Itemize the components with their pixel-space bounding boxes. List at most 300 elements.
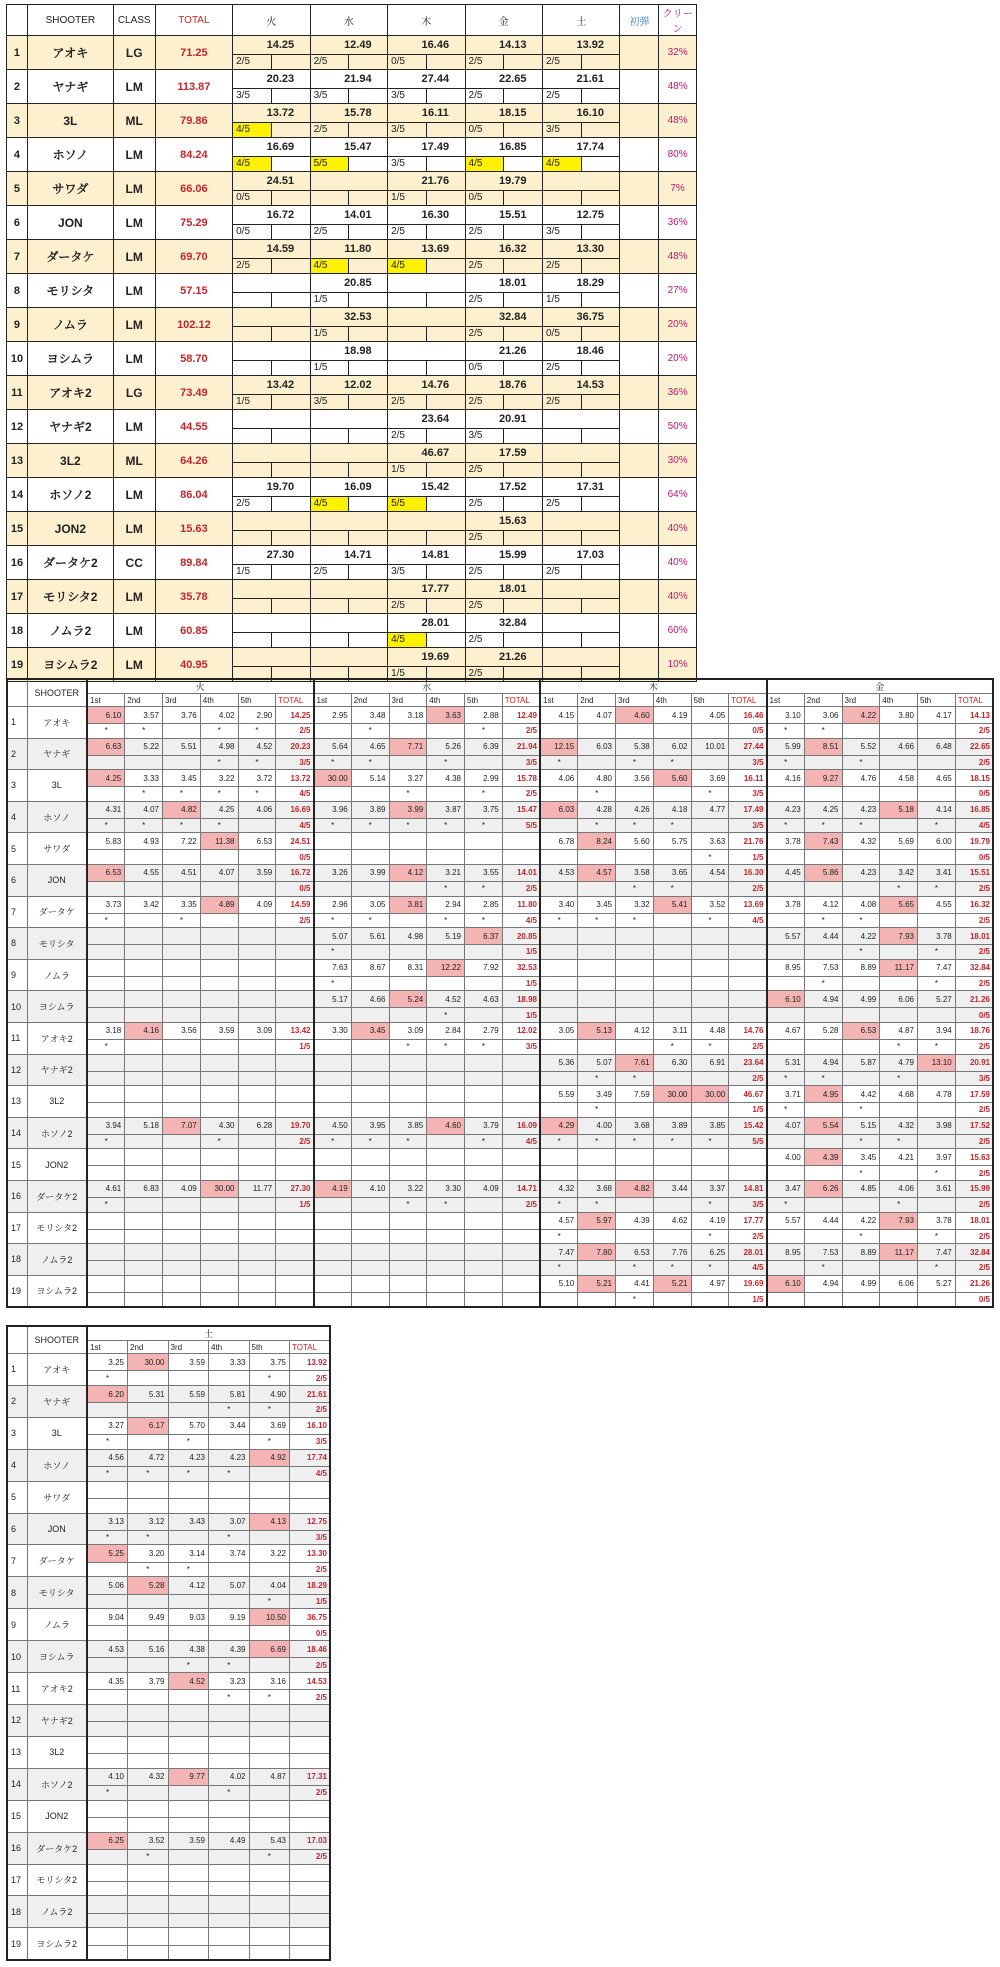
day-clean-row — [388, 54, 464, 69]
day-cell-content — [543, 410, 619, 443]
clean-mark — [804, 787, 842, 802]
day-clean-count: 3/5 — [502, 755, 540, 770]
clean-mark — [87, 755, 125, 770]
clean-mark — [804, 1008, 842, 1023]
shooter-name: ヤナギ — [27, 70, 113, 104]
day-clean-row — [466, 54, 542, 69]
day-clean-row — [466, 156, 542, 171]
stage-time: 3.18 — [87, 1022, 125, 1039]
detail-table-saturday — [6, 1325, 331, 1961]
stage-time: 4.94 — [804, 1275, 842, 1292]
day-cell — [543, 614, 620, 648]
day-time: 16.46 — [421, 39, 450, 51]
clean-mark — [427, 724, 465, 739]
stage-time: 4.95 — [804, 1086, 842, 1103]
stage-time: 5.27 — [918, 1275, 956, 1292]
clean-mark — [163, 976, 201, 991]
detail-header-no — [7, 1326, 27, 1354]
stage-time: 4.32 — [540, 1180, 578, 1197]
clean-mark — [125, 1229, 163, 1244]
stage-time — [168, 1704, 209, 1721]
clean-mark — [168, 1594, 209, 1609]
clean-mark — [389, 913, 427, 928]
day-clean-count: 2/5 — [468, 90, 483, 101]
stage-time: 7.61 — [616, 1054, 654, 1071]
clean-mark — [578, 724, 616, 739]
day-total — [729, 959, 767, 976]
stage-time — [578, 928, 616, 945]
detail-header-no — [7, 679, 27, 707]
stage-time: 6.17 — [128, 1417, 169, 1434]
day-total — [502, 1244, 540, 1261]
day-clean-count: 2/5 — [391, 396, 405, 407]
day-cell-content — [466, 274, 542, 307]
stage-time: 5.75 — [653, 833, 691, 850]
clean-rate: 40% — [659, 512, 697, 546]
stage-time: 4.66 — [880, 738, 918, 755]
total-time: 86.04 — [155, 478, 232, 512]
clean-mark — [427, 787, 465, 802]
stage-time — [249, 1928, 290, 1945]
clean-mark — [351, 1039, 389, 1054]
day-time — [543, 648, 619, 666]
stage-time: 5.17 — [314, 991, 352, 1008]
stage-time: 8.89 — [842, 1244, 880, 1261]
first-shot-cell — [620, 70, 659, 104]
day-clean-spacer — [426, 429, 465, 443]
day-clean-row — [466, 360, 542, 375]
day-cell-content — [388, 478, 464, 511]
stage-time — [616, 991, 654, 1008]
clean-mark: * — [168, 1562, 209, 1577]
day-cell — [465, 342, 542, 376]
day-total: 46.67 — [729, 1086, 767, 1103]
day-clean-spacer — [271, 463, 310, 477]
detail-row — [7, 1577, 330, 1594]
clean-mark — [314, 881, 352, 896]
total-time: 44.55 — [155, 410, 232, 444]
clean-mark — [168, 1626, 209, 1641]
stage-time: 3.37 — [691, 1180, 729, 1197]
stage-time: 6.10 — [87, 707, 125, 724]
day-clean-count: 3/5 — [313, 90, 328, 101]
day-time: 19.69 — [421, 651, 450, 663]
summary-row — [7, 172, 697, 206]
stage-time — [163, 1212, 201, 1229]
clean-mark: * — [200, 787, 238, 802]
day-clean-count: 2/5 — [468, 600, 483, 611]
day-clean-row — [311, 258, 387, 273]
day-clean-row — [466, 292, 542, 307]
day-clean-count — [311, 633, 349, 647]
first-shot-cell — [620, 614, 659, 648]
row-number: 16 — [7, 546, 28, 580]
clean-mark: * — [314, 945, 352, 960]
day-clean-count — [311, 429, 349, 443]
stage-time: 2.99 — [465, 770, 503, 787]
stage-time: 7.59 — [616, 1086, 654, 1103]
clean-mark: * — [389, 1134, 427, 1149]
summary-table — [6, 4, 697, 682]
clean-mark — [128, 1690, 169, 1705]
day-total: 13.69 — [729, 896, 767, 913]
day-clean-row — [233, 258, 309, 273]
clean-mark — [168, 1690, 209, 1705]
clean-mark — [238, 1008, 276, 1023]
day-total: 20.91 — [955, 1054, 993, 1071]
day-clean-count: 0/5 — [468, 124, 483, 135]
day-cell-content — [311, 274, 387, 307]
stage-time: 3.52 — [691, 896, 729, 913]
stage-time: 3.89 — [653, 1117, 691, 1134]
shooter-name: ノムラ2 — [27, 614, 113, 648]
day-time: 16.09 — [344, 481, 372, 493]
stage-time: 4.65 — [918, 770, 956, 787]
clean-mark — [168, 1945, 209, 1960]
day-cell-content — [466, 648, 542, 681]
stage-time: 5.14 — [351, 770, 389, 787]
clean-mark — [209, 1562, 250, 1577]
clean-mark: * — [842, 818, 880, 833]
day-total: 18.98 — [502, 991, 540, 1008]
clean-mark: * — [578, 1197, 616, 1212]
stage-time: 5.86 — [804, 864, 842, 881]
clean-mark — [842, 976, 880, 991]
clean-mark: * — [314, 913, 352, 928]
detail-header-stage: TOTAL — [502, 694, 540, 707]
clean-mark: * — [653, 1261, 691, 1276]
row-number: 2 — [7, 70, 28, 104]
shooter-class: ML — [113, 104, 155, 138]
day-clean-spacer — [426, 599, 465, 613]
clean-mark — [125, 1292, 163, 1307]
day-clean-count — [276, 945, 314, 960]
stage-time: 5.41 — [653, 896, 691, 913]
stage-time: 4.12 — [389, 864, 427, 881]
row-number: 13 — [7, 444, 28, 478]
stage-time: 12.15 — [540, 738, 578, 755]
day-clean-count — [290, 1498, 331, 1513]
clean-mark — [540, 881, 578, 896]
day-clean-row — [543, 598, 619, 613]
stage-time: 5.59 — [540, 1086, 578, 1103]
day-clean-count: 2/5 — [955, 1039, 993, 1054]
day-total: 21.26 — [955, 991, 993, 1008]
detail-shooter-name: ヤナギ2 — [27, 1054, 87, 1086]
detail-shooter-name: ホソノ2 — [27, 1768, 87, 1800]
day-cell-content — [543, 172, 619, 205]
stage-time — [200, 1086, 238, 1103]
day-clean-row — [388, 530, 464, 545]
shooter-name: アオキ — [27, 36, 113, 70]
clean-mark — [168, 1913, 209, 1928]
clean-mark — [767, 1134, 805, 1149]
clean-mark: * — [842, 1103, 880, 1118]
detail-header-stage: 4th — [200, 694, 238, 707]
stage-time: 4.00 — [578, 1117, 616, 1134]
day-cell-content — [233, 104, 309, 137]
detail-shooter-name: アオキ2 — [27, 1022, 87, 1054]
clean-mark — [804, 755, 842, 770]
day-cell-content — [466, 376, 542, 409]
clean-mark — [249, 1817, 290, 1832]
day-time: 32.84 — [499, 617, 527, 629]
clean-mark — [125, 976, 163, 991]
clean-mark — [842, 1261, 880, 1276]
day-total: 14.71 — [502, 1180, 540, 1197]
clean-mark: * — [918, 818, 956, 833]
detail-header-stage: 4th — [427, 694, 465, 707]
day-clean-row — [388, 88, 464, 103]
day-cell-content — [311, 342, 387, 375]
clean-mark — [880, 1166, 918, 1181]
day-clean-count: 3/5 — [729, 818, 767, 833]
stage-time — [163, 1275, 201, 1292]
day-clean-spacer — [348, 599, 387, 613]
detail-shooter-name: ホソノ — [27, 801, 87, 833]
stage-time: 4.99 — [842, 991, 880, 1008]
stage-time: 2.96 — [314, 896, 352, 913]
clean-mark — [804, 1229, 842, 1244]
stage-time: 4.09 — [238, 896, 276, 913]
stage-time: 4.92 — [249, 1449, 290, 1466]
stage-time: 5.31 — [767, 1054, 805, 1071]
day-clean-row — [311, 394, 387, 409]
day-clean-count: 1/5 — [502, 976, 540, 991]
day-time: 14.59 — [266, 243, 295, 255]
stage-time — [87, 1736, 128, 1753]
detail-row — [7, 833, 993, 850]
detail-table-weekdays — [6, 678, 994, 1308]
detail-row-marks — [7, 945, 993, 960]
day-clean-count: 4/5 — [388, 633, 426, 647]
day-clean-spacer — [348, 123, 387, 137]
stage-time — [125, 991, 163, 1008]
stage-time — [427, 833, 465, 850]
stage-time — [427, 1212, 465, 1229]
stage-time: 5.18 — [125, 1117, 163, 1134]
detail-row-number: 16 — [7, 1832, 27, 1864]
clean-mark: * — [389, 1197, 427, 1212]
clean-mark — [238, 976, 276, 991]
day-time: 21.26 — [499, 651, 527, 663]
stage-time — [427, 1054, 465, 1071]
clean-mark — [128, 1945, 169, 1960]
stage-time — [351, 833, 389, 850]
day-cell-content — [311, 444, 387, 477]
detail-row — [7, 1385, 330, 1402]
stage-time — [351, 1086, 389, 1103]
stage-time: 4.42 — [842, 1086, 880, 1103]
clean-mark — [87, 850, 125, 865]
day-cell — [310, 444, 387, 478]
clean-mark — [200, 1197, 238, 1212]
clean-mark — [880, 1292, 918, 1307]
day-clean-count — [543, 429, 581, 443]
day-cell — [233, 104, 310, 138]
day-cell-content — [388, 172, 464, 205]
day-clean-count: 1/5 — [313, 328, 328, 339]
stage-time — [578, 991, 616, 1008]
stage-time — [691, 991, 729, 1008]
day-clean-count: 3/5 — [276, 755, 314, 770]
stage-time: 11.17 — [880, 959, 918, 976]
stage-time: 4.10 — [351, 1180, 389, 1197]
day-cell — [465, 546, 542, 580]
day-time: 24.51 — [266, 175, 295, 187]
clean-mark: * — [767, 1197, 805, 1212]
stage-time — [168, 1736, 209, 1753]
day-clean-count: 1/5 — [276, 1197, 314, 1212]
day-total: 24.51 — [276, 833, 314, 850]
stage-time: 4.48 — [691, 1022, 729, 1039]
detail-row — [7, 959, 993, 976]
stage-time: 5.83 — [87, 833, 125, 850]
day-cell-content — [466, 308, 542, 341]
day-clean-count: 2/5 — [290, 1849, 331, 1864]
day-clean-count — [729, 1166, 767, 1181]
day-clean-count: 0/5 — [290, 1626, 331, 1641]
day-total: 36.75 — [290, 1609, 331, 1626]
stage-time — [540, 1149, 578, 1166]
stage-time: 4.23 — [842, 801, 880, 818]
day-clean-count — [233, 361, 271, 375]
clean-mark — [249, 1530, 290, 1545]
day-clean-count: 2/5 — [955, 976, 993, 991]
stage-time: 4.41 — [616, 1275, 654, 1292]
clean-mark: * — [842, 1166, 880, 1181]
detail-shooter-name: ヨシムラ — [27, 991, 87, 1023]
stage-time: 5.70 — [168, 1417, 209, 1434]
day-clean-count: 2/5 — [290, 1562, 331, 1577]
total-time: 66.06 — [155, 172, 232, 206]
clean-mark: * — [540, 755, 578, 770]
clean-mark — [351, 945, 389, 960]
clean-mark: * — [578, 913, 616, 928]
clean-mark — [200, 1292, 238, 1307]
summary-header-row — [7, 5, 697, 36]
clean-mark — [918, 1103, 956, 1118]
clean-mark — [578, 881, 616, 896]
total-time: 69.70 — [155, 240, 232, 274]
day-clean-count: 0/5 — [955, 850, 993, 865]
clean-mark: * — [389, 1039, 427, 1054]
day-clean-count: 4/5 — [290, 1466, 331, 1481]
day-cell-content — [543, 104, 619, 137]
clean-mark: * — [918, 1229, 956, 1244]
stage-time — [87, 1896, 128, 1913]
clean-mark — [163, 945, 201, 960]
clean-mark — [163, 1103, 201, 1118]
detail-row-number: 5 — [7, 1481, 27, 1513]
day-cell-content — [388, 376, 464, 409]
detail-header-stage: 3rd — [616, 694, 654, 707]
day-total: 17.03 — [290, 1832, 331, 1849]
clean-mark — [540, 1103, 578, 1118]
day-clean-count: 2/5 — [729, 881, 767, 896]
day-cell — [543, 36, 620, 70]
stage-time — [389, 1149, 427, 1166]
detail-shooter-name: ヨシムラ2 — [27, 1275, 87, 1307]
day-clean-spacer — [581, 327, 620, 341]
stage-time — [87, 1054, 125, 1071]
day-cell — [465, 648, 542, 682]
day-clean-spacer — [581, 123, 620, 137]
stage-time: 4.49 — [209, 1832, 250, 1849]
day-time: 20.85 — [344, 277, 372, 289]
stage-time: 6.02 — [653, 738, 691, 755]
day-clean-count: 2/5 — [955, 881, 993, 896]
clean-mark: * — [880, 1071, 918, 1086]
detail-header-stage: 3rd — [163, 694, 201, 707]
stage-time: 5.27 — [918, 991, 956, 1008]
total-time: 113.87 — [155, 70, 232, 104]
stage-time: 4.25 — [200, 801, 238, 818]
clean-mark: * — [200, 755, 238, 770]
day-cell — [388, 240, 465, 274]
stage-time — [389, 833, 427, 850]
stage-time — [200, 1212, 238, 1229]
day-time: 16.85 — [499, 141, 527, 153]
day-clean-spacer — [348, 191, 387, 205]
stage-time: 2.88 — [465, 707, 503, 724]
clean-mark — [465, 1166, 503, 1181]
stage-time: 4.76 — [842, 770, 880, 787]
clean-mark — [200, 913, 238, 928]
clean-mark — [918, 1197, 956, 1212]
day-clean-row — [233, 496, 309, 511]
day-clean-count: 2/5 — [729, 1039, 767, 1054]
stage-time: 3.14 — [168, 1545, 209, 1562]
detail-header-stage: 1st — [87, 694, 125, 707]
stage-time: 3.22 — [249, 1545, 290, 1562]
day-total: 18.29 — [290, 1577, 331, 1594]
stage-time — [351, 1244, 389, 1261]
clean-mark — [87, 1498, 128, 1513]
day-time: 14.53 — [576, 379, 604, 391]
detail-row — [7, 1736, 330, 1753]
detail-row-number: 12 — [7, 1704, 27, 1736]
stage-time: 4.65 — [351, 738, 389, 755]
stage-time: 2.84 — [427, 1022, 465, 1039]
day-clean-row — [543, 224, 619, 239]
stage-time — [691, 959, 729, 976]
stage-time: 5.54 — [804, 1117, 842, 1134]
clean-mark — [125, 1134, 163, 1149]
detail-shooter-name: 3L2 — [27, 1736, 87, 1768]
day-clean-row — [233, 632, 309, 647]
day-clean-spacer — [503, 565, 542, 579]
stage-time — [249, 1800, 290, 1817]
clean-mark — [804, 1103, 842, 1118]
stage-time: 5.99 — [767, 738, 805, 755]
day-clean-count: 1/5 — [313, 294, 328, 305]
detail-shooter-name: ヨシムラ — [27, 1641, 87, 1673]
day-clean-spacer — [271, 565, 310, 579]
stage-time: 5.61 — [351, 928, 389, 945]
shooter-name: ヤナギ2 — [27, 410, 113, 444]
stage-time: 6.78 — [540, 833, 578, 850]
day-clean-count: 0/5 — [236, 192, 251, 203]
clean-mark — [351, 976, 389, 991]
stage-time — [125, 1244, 163, 1261]
stage-time — [200, 1149, 238, 1166]
detail-header-stage: 3rd — [168, 1341, 209, 1354]
stage-time: 6.20 — [87, 1385, 128, 1402]
stage-time: 3.59 — [238, 864, 276, 881]
clean-mark: * — [125, 787, 163, 802]
detail-row-marks — [7, 1292, 993, 1307]
